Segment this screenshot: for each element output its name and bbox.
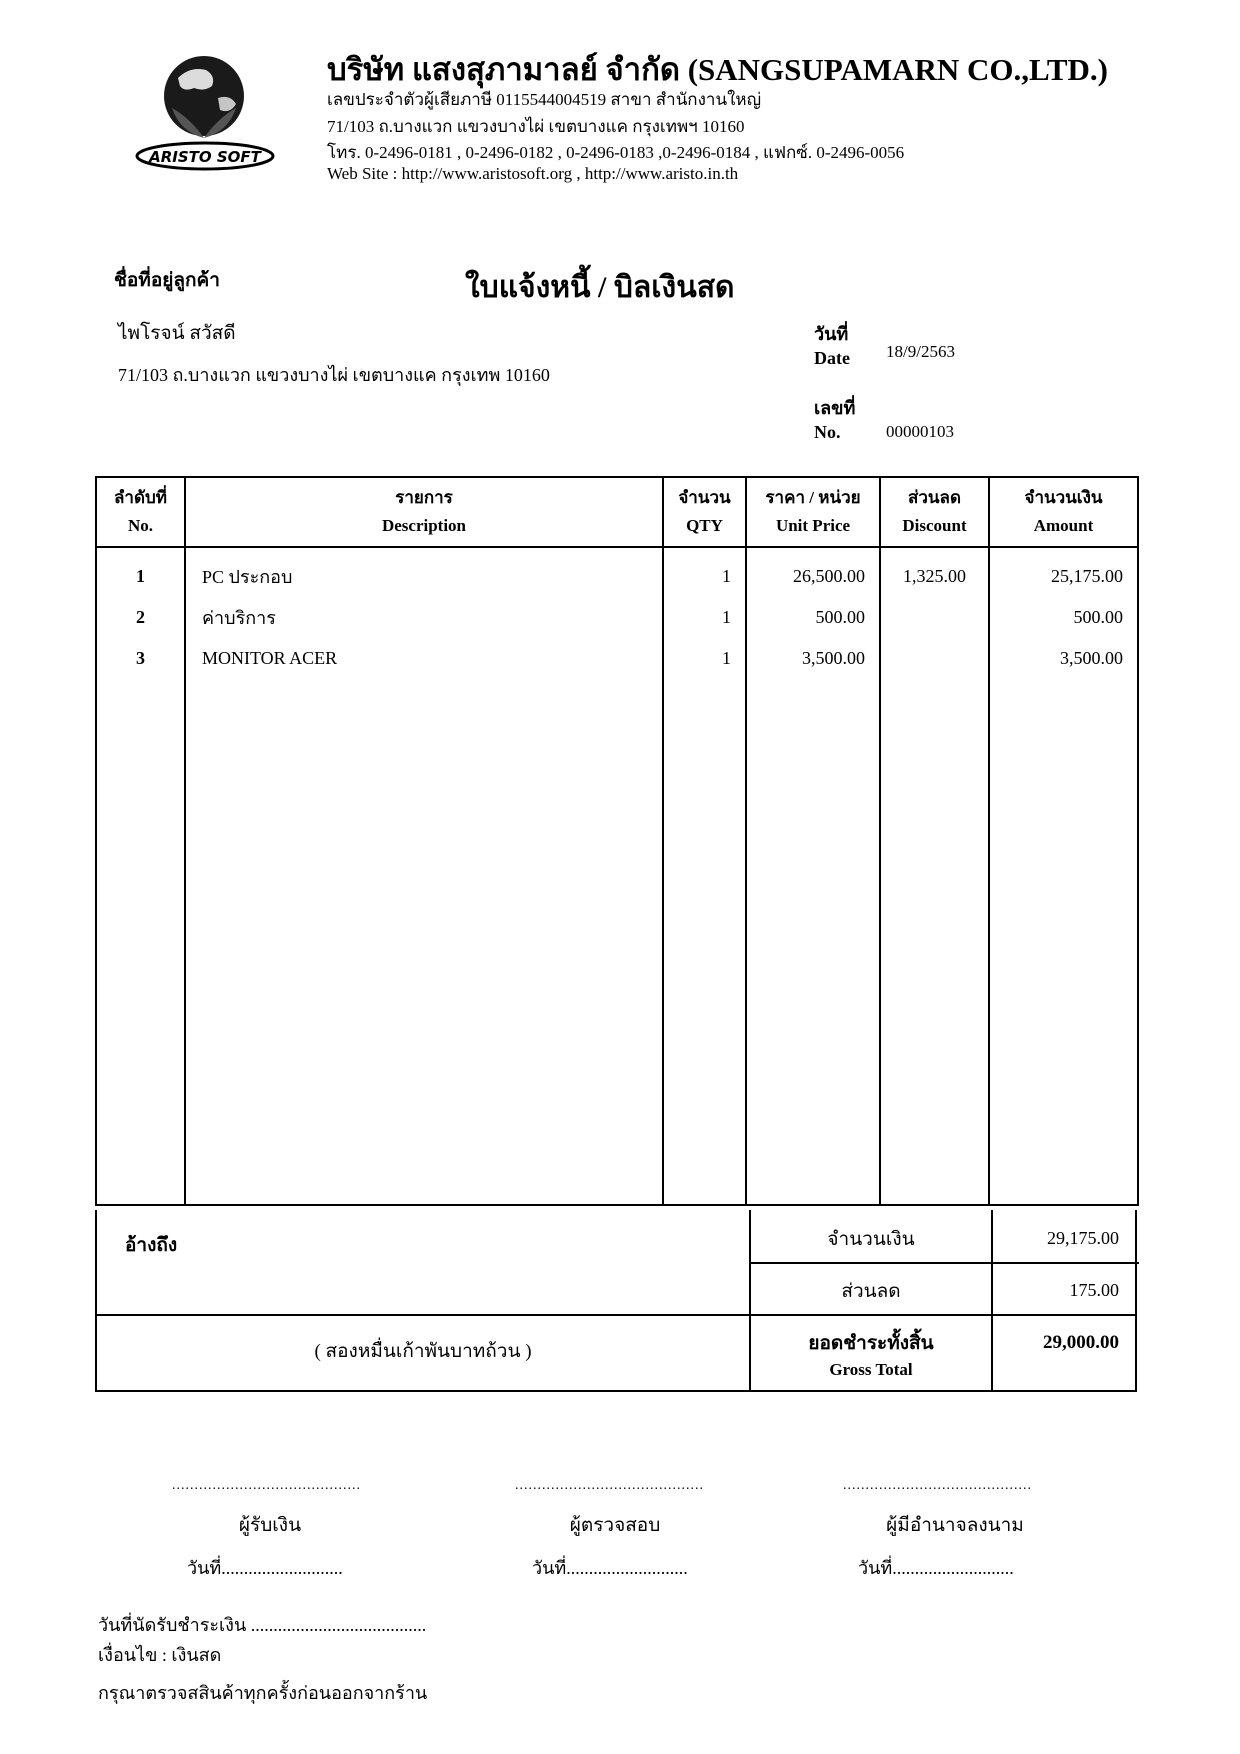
reference-label: อ้างถึง <box>125 1235 178 1256</box>
footer-note: กรุณาตรวจสสินค้าทุกครั้งก่อนออกจากร้าน <box>98 1683 428 1703</box>
header-description: รายการ Description <box>185 477 663 547</box>
summary-divider-total <box>97 1314 1137 1316</box>
row-description: PC ประกอบ <box>185 547 663 597</box>
row-description: ค่าบริการ <box>185 597 663 638</box>
receiver-label: ผู้รับเงิน <box>238 1515 302 1536</box>
row-unit-price: 3,500.00 <box>746 638 880 679</box>
row-amount: 25,175.00 <box>989 547 1138 597</box>
company-address: 71/103 ถ.บางแวก แขวงบางไผ่ เขตบางแค กรุงเทพฯ 10160 <box>327 117 745 136</box>
header-discount: ส่วนลด Discount <box>880 477 989 547</box>
company-name: บริษัท แสงสุภามาลย์ จำกัด (SANGSUPAMARN CO.,LTD.) <box>327 52 1108 87</box>
header-qty: จำนวน QTY <box>663 477 746 547</box>
payment-date-line: วันที่นัดรับชำระเงิน ....................................... <box>98 1615 427 1635</box>
number-value: 00000103 <box>886 422 954 441</box>
row-qty: 1 <box>663 638 746 679</box>
gross-total-label-th: ยอดชำระทั้งสิ้น <box>808 1333 934 1354</box>
customer-name: ไพโรจน์ สวัสดี <box>118 323 236 344</box>
row-amount: 500.00 <box>989 597 1138 638</box>
number-label-th: เลขที่ <box>814 398 856 418</box>
items-table <box>95 476 1139 1206</box>
subtotal-value: 29,175.00 <box>1047 1228 1119 1248</box>
table-header-row <box>96 477 1138 547</box>
row-unit-price: 26,500.00 <box>746 547 880 597</box>
header-unit-price: ราคา / หน่วย Unit Price <box>746 477 880 547</box>
company-tax-line: เลขประจำตัวผู้เสียภาษี 0115544004519 สาขา สำนักงานใหญ่ <box>327 90 762 109</box>
table-row <box>96 638 1138 679</box>
row-unit-price: 500.00 <box>746 597 880 638</box>
date-label-en: Date <box>814 348 850 368</box>
checker-label: ผู้ตรวจสอบ <box>569 1515 661 1536</box>
number-label-en: No. <box>814 422 841 442</box>
customer-label: ชื่อที่อยู่ลูกค้า <box>114 270 220 291</box>
receiver-signature-line: .......................................... <box>172 1478 361 1493</box>
date-value: 18/9/2563 <box>886 342 955 361</box>
header-no: ลำดับที่ No. <box>96 477 185 547</box>
checker-signature-line: .......................................... <box>515 1478 704 1493</box>
receiver-date: วันที่........................... <box>187 1558 343 1578</box>
row-qty: 1 <box>663 597 746 638</box>
payment-terms: เงื่อนไข : เงินสด <box>98 1645 222 1665</box>
amount-in-words: ( สองหมื่นเก้าพันบาทถ้วน ) <box>314 1341 532 1362</box>
row-discount <box>880 638 989 679</box>
document-title: ใบแจ้งหนี้ / บิลเงินสด <box>465 271 735 304</box>
subtotal-label: จำนวนเงิน <box>827 1229 915 1250</box>
authorized-date: วันที่........................... <box>858 1558 1014 1578</box>
checker-date: วันที่........................... <box>532 1558 688 1578</box>
row-qty: 1 <box>663 547 746 597</box>
logo-text: ARISTO SOFT <box>149 148 261 166</box>
summary-discount-value: 175.00 <box>1069 1280 1119 1300</box>
authorized-label: ผู้มีอำนาจลงนาม <box>886 1515 1024 1536</box>
company-phones: โทร. 0-2496-0181 , 0-2496-0182 , 0-2496-0183 ,0-2496-0184 , แฟกซ์. 0-2496-0056 <box>327 143 905 162</box>
summary-box <box>95 1210 1137 1392</box>
row-description: MONITOR ACER <box>185 638 663 679</box>
row-no: 1 <box>96 547 185 597</box>
gross-total-value: 29,000.00 <box>1043 1332 1119 1353</box>
header-amount: จำนวนเงิน Amount <box>989 477 1138 547</box>
row-amount: 3,500.00 <box>989 638 1138 679</box>
gross-total-label-en: Gross Total <box>829 1360 913 1379</box>
company-logo <box>120 48 290 176</box>
date-label-th: วันที่ <box>814 324 849 344</box>
customer-address: 71/103 ถ.บางแวก แขวงบางไผ่ เขตบางแค กรุงเทพ 10160 <box>118 365 550 385</box>
summary-discount-label: ส่วนลด <box>841 1281 901 1302</box>
company-website: Web Site : http://www.aristosoft.org , http://www.aristo.in.th <box>327 164 739 183</box>
table-row <box>96 547 1138 597</box>
number-label <box>814 396 855 444</box>
date-label <box>814 322 850 370</box>
summary-divider-horizontal <box>749 1262 1139 1264</box>
table-row <box>96 597 1138 638</box>
row-discount: 1,325.00 <box>880 547 989 597</box>
row-no: 3 <box>96 638 185 679</box>
row-no: 2 <box>96 597 185 638</box>
authorized-signature-line: .......................................... <box>843 1478 1032 1493</box>
table-empty-space <box>96 679 1138 1205</box>
row-discount <box>880 597 989 638</box>
